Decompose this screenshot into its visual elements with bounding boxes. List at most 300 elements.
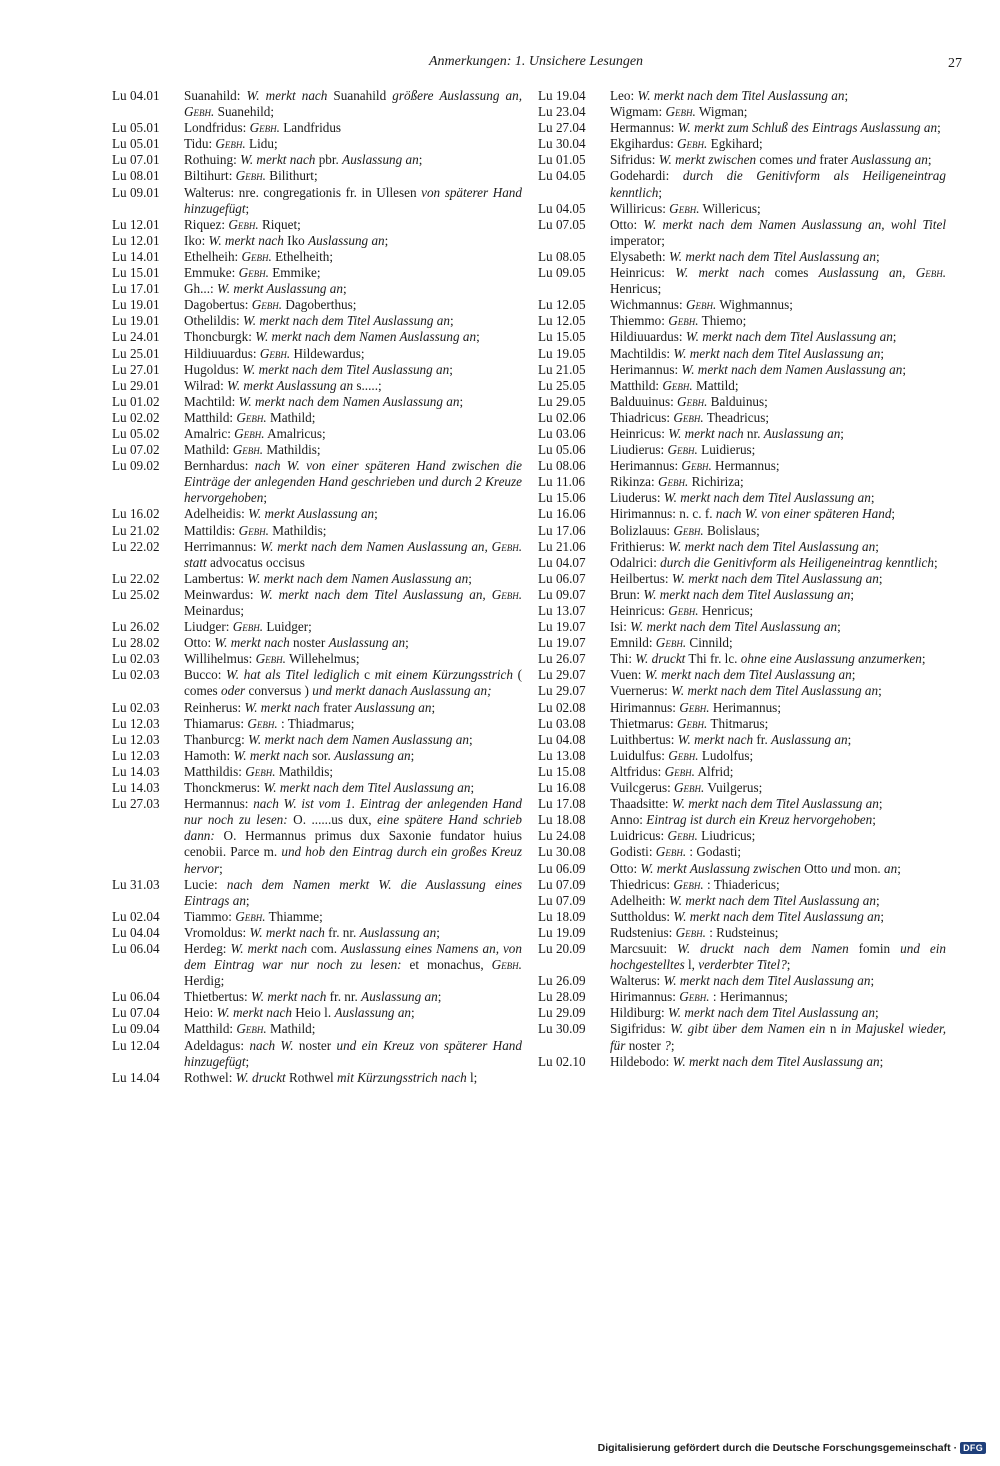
entry-date: Lu 29.07 bbox=[538, 667, 586, 683]
annotation-entry bbox=[538, 844, 946, 860]
annotation-entry bbox=[538, 201, 946, 217]
entry-note: Meinwardus: W. merkt nach dem Titel Auslassung an, Gebh. Meinardus; bbox=[184, 586, 523, 618]
annotation-entry bbox=[538, 474, 946, 490]
entry-note: Emmuke: Gebh. Emmike; bbox=[184, 265, 321, 281]
entry-note: Thaadsitte: W. merkt nach dem Titel Auslassung an; bbox=[610, 796, 883, 812]
annotation-entry bbox=[538, 619, 946, 635]
entry-date: Lu 28.02 bbox=[112, 635, 160, 651]
entry-date: Lu 30.09 bbox=[538, 1021, 586, 1037]
entry-note: Ekgihardus: Gebh. Egkihard; bbox=[610, 136, 763, 152]
annotation-entry bbox=[538, 152, 946, 168]
entry-note: Liudger: Gebh. Luidger; bbox=[184, 619, 312, 635]
annotation-entry bbox=[538, 168, 946, 200]
entry-note: Thietmarus: Gebh. Thitmarus; bbox=[610, 715, 769, 731]
entry-note: Herdeg: W. merkt nach com. Auslassung eines Namens an, von dem Eintrag war nur noch zu lesen: et monachus, Gebh. Herdig; bbox=[184, 940, 522, 989]
entry-date: Lu 04.04 bbox=[112, 924, 160, 940]
entry-date: Lu 23.04 bbox=[538, 104, 586, 120]
annotation-entry bbox=[538, 861, 946, 877]
annotation-entry bbox=[112, 458, 522, 506]
annotation-entry bbox=[538, 136, 946, 152]
entry-note: Otto: W. merkt nach dem Namen Auslassung an, wohl Titel imperator; bbox=[610, 216, 946, 248]
annotation-entry bbox=[538, 88, 946, 104]
annotation-entry bbox=[538, 555, 946, 571]
annotation-entry bbox=[112, 1005, 522, 1021]
entry-note: Amalric: Gebh. Amalricus; bbox=[184, 425, 326, 441]
entry-note: Rudstenius: Gebh. : Rudsteinus; bbox=[610, 924, 779, 940]
entry-date: Lu 05.01 bbox=[112, 136, 160, 152]
annotation-entry bbox=[112, 651, 522, 667]
entry-date: Lu 05.02 bbox=[112, 425, 160, 441]
annotation-entry bbox=[112, 941, 522, 989]
entry-date: Lu 08.05 bbox=[538, 248, 586, 264]
annotation-entry bbox=[538, 587, 946, 603]
entry-note: Isi: W. merkt nach dem Titel Auslassung an; bbox=[610, 619, 841, 635]
annotation-entry bbox=[112, 877, 522, 909]
entry-note: Suttholdus: W. merkt nach dem Titel Auslassung an; bbox=[610, 908, 885, 924]
entry-note: Balduuinus: Gebh. Balduinus; bbox=[610, 393, 768, 409]
entry-note: Emnild: Gebh. Cinnild; bbox=[610, 635, 733, 651]
entry-date: Lu 09.01 bbox=[112, 184, 160, 200]
entry-date: Lu 14.04 bbox=[112, 1069, 160, 1085]
entry-note: Hildiuuardus: Gebh. Hildewardus; bbox=[184, 345, 365, 361]
entry-note: Vuernerus: W. merkt nach dem Titel Auslassung an; bbox=[610, 683, 882, 699]
entry-date: Lu 13.08 bbox=[538, 747, 586, 763]
annotation-entry bbox=[112, 152, 522, 168]
annotation-entry bbox=[538, 683, 946, 699]
entry-date: Lu 02.03 bbox=[112, 667, 160, 683]
entry-note: Marcsuuit: W. druckt nach dem Namen fomin und ein hochgestelltes l, verderbter Titel?; bbox=[610, 940, 946, 973]
entry-date: Lu 05.01 bbox=[112, 120, 160, 136]
annotation-entry bbox=[538, 796, 946, 812]
entry-date: Lu 24.01 bbox=[112, 329, 160, 345]
entry-date: Lu 19.07 bbox=[538, 619, 586, 635]
entry-note: Thiemmo: Gebh. Thiemo; bbox=[610, 313, 747, 329]
page-number: 27 bbox=[948, 56, 962, 71]
annotation-entry bbox=[538, 716, 946, 732]
entry-date: Lu 12.03 bbox=[112, 747, 160, 763]
annotation-entry bbox=[538, 635, 946, 651]
annotation-entry bbox=[112, 442, 522, 458]
annotation-entry bbox=[538, 217, 946, 249]
entry-note: Gh...: W. merkt Auslassung an; bbox=[184, 281, 347, 297]
annotation-entry bbox=[112, 217, 522, 233]
annotation-entry bbox=[112, 635, 522, 651]
entry-note: Altfridus: Gebh. Alfrid; bbox=[610, 763, 734, 779]
entry-note: Liuderus: W. merkt nach dem Titel Auslassung an; bbox=[610, 490, 875, 506]
annotation-entry bbox=[538, 378, 946, 394]
entry-date: Lu 04.08 bbox=[538, 731, 586, 747]
annotation-entry bbox=[112, 88, 522, 120]
entry-note: Tiammo: Gebh. Thiamme; bbox=[184, 908, 323, 924]
entry-note: Luidulfus: Gebh. Ludolfus; bbox=[610, 747, 754, 763]
entry-note: Hildiburg: W. merkt nach dem Titel Auslassung an; bbox=[610, 1005, 879, 1021]
entry-date: Lu 27.04 bbox=[538, 120, 586, 136]
entry-note: Wilrad: W. merkt Auslassung an s.....; bbox=[184, 377, 382, 393]
entry-date: Lu 14.03 bbox=[112, 780, 160, 796]
entry-date: Lu 21.06 bbox=[538, 538, 586, 554]
entry-date: Lu 25.05 bbox=[538, 377, 586, 393]
entry-date: Lu 21.02 bbox=[112, 522, 160, 538]
entry-note: Reinherus: W. merkt nach frater Auslassung an; bbox=[184, 699, 436, 715]
annotation-entry bbox=[112, 313, 522, 329]
entry-date: Lu 04.05 bbox=[538, 168, 586, 184]
entry-date: Lu 07.04 bbox=[112, 1005, 160, 1021]
entry-date: Lu 04.01 bbox=[112, 88, 160, 103]
entry-date: Lu 27.01 bbox=[112, 361, 160, 377]
entry-note: Otto: W. merkt nach noster Auslassung an; bbox=[184, 635, 409, 651]
entry-note: Hamoth: W. merkt nach sor. Auslassung an; bbox=[184, 747, 415, 763]
annotation-entry bbox=[112, 716, 522, 732]
annotation-entry bbox=[112, 780, 522, 796]
entry-date: Lu 26.09 bbox=[538, 973, 586, 989]
entry-date: Lu 06.09 bbox=[538, 860, 586, 876]
annotation-entry bbox=[538, 925, 946, 941]
left-column bbox=[112, 88, 522, 1086]
entry-note: Othelildis: W. merkt nach dem Titel Auslassung an; bbox=[184, 313, 454, 329]
entry-date: Lu 26.07 bbox=[538, 651, 586, 667]
entry-note: Adeldagus: nach W. noster und ein Kreuz von späterer Hand hinzugefügt; bbox=[184, 1037, 522, 1069]
entry-date: Lu 22.02 bbox=[112, 570, 160, 586]
entry-date: Lu 14.01 bbox=[112, 248, 160, 264]
entry-date: Lu 02.10 bbox=[538, 1053, 586, 1069]
annotation-entry bbox=[538, 313, 946, 329]
entry-note: Adelheith: W. merkt nach dem Titel Auslassung an; bbox=[610, 892, 880, 908]
entry-note: Bucco: W. hat als Titel lediglich c mit einem Kürzungsstrich ( comes oder conversus ) und merkt danach Auslassung an; bbox=[184, 667, 522, 699]
entry-note: Leo: W. merkt nach dem Titel Auslassung an; bbox=[610, 88, 849, 103]
entry-note: Lambertus: W. merkt nach dem Namen Auslassung an; bbox=[184, 570, 472, 586]
annotation-entry bbox=[538, 506, 946, 522]
entry-note: Heinricus: Gebh. Henricus; bbox=[610, 603, 754, 618]
annotation-entry bbox=[112, 989, 522, 1005]
entry-note: Walterus: W. merkt nach dem Titel Auslassung an; bbox=[610, 973, 875, 989]
entry-note: Machtild: W. merkt nach dem Namen Auslassung an; bbox=[184, 393, 464, 409]
annotation-entry bbox=[112, 700, 522, 716]
annotation-entry bbox=[112, 1038, 522, 1070]
entry-note: Bolizlauus: Gebh. Bolislaus; bbox=[610, 522, 760, 538]
annotation-entry bbox=[112, 281, 522, 297]
entry-note: Thi: W. druckt Thi fr. lc. ohne eine Auslassung anzumerken; bbox=[610, 651, 926, 667]
annotation-entry bbox=[538, 812, 946, 828]
entry-date: Lu 09.05 bbox=[538, 265, 586, 281]
annotation-entry bbox=[112, 297, 522, 313]
entry-date: Lu 07.09 bbox=[538, 876, 586, 892]
page-footer: Digitalisierung gefördert durch die Deutsche Forschungsgemeinschaft · DFG bbox=[598, 1442, 986, 1454]
entry-note: Walterus: nre. congregationis fr. in Ullesen von späterer Hand hinzugefügt; bbox=[184, 184, 522, 216]
entry-date: Lu 12.05 bbox=[538, 297, 586, 313]
annotation-entry bbox=[112, 378, 522, 394]
entry-note: Hirimannus: Gebh. : Herimannus; bbox=[610, 989, 788, 1005]
entry-note: Tidu: Gebh. Lidu; bbox=[184, 136, 278, 152]
annotation-entry bbox=[112, 346, 522, 362]
annotation-entry bbox=[538, 442, 946, 458]
entry-date: Lu 25.01 bbox=[112, 345, 160, 361]
annotation-entry bbox=[538, 989, 946, 1005]
entry-note: Ethelheih: Gebh. Ethelheith; bbox=[184, 248, 333, 264]
entry-note: Elysabeth: W. merkt nach dem Titel Auslassung an; bbox=[610, 248, 880, 264]
annotation-entry bbox=[538, 346, 946, 362]
entry-date: Lu 04.07 bbox=[538, 554, 586, 570]
entry-date: Lu 06.04 bbox=[112, 940, 160, 956]
entry-note: Odalrici: durch die Genitivform als Heiligeneintrag kenntlich; bbox=[610, 554, 938, 570]
entry-date: Lu 03.08 bbox=[538, 715, 586, 731]
entry-date: Lu 12.05 bbox=[538, 313, 586, 329]
entry-date: Lu 27.03 bbox=[112, 796, 160, 812]
entry-date: Lu 07.02 bbox=[112, 442, 160, 458]
entry-note: Herimannus: W. merkt nach dem Namen Auslassung an; bbox=[610, 361, 906, 377]
annotation-entry bbox=[538, 265, 946, 297]
entry-date: Lu 07.09 bbox=[538, 892, 586, 908]
annotation-entry bbox=[538, 249, 946, 265]
entry-note: Hirimannus: n. c. f. nach W. von einer späteren Hand; bbox=[610, 506, 896, 522]
annotation-entry bbox=[538, 748, 946, 764]
digitization-credit: Digitalisierung gefördert durch die Deutsche Forschungsgemeinschaft bbox=[597, 1442, 951, 1454]
entry-date: Lu 19.09 bbox=[538, 924, 586, 940]
entry-date: Lu 25.02 bbox=[112, 586, 160, 602]
entry-date: Lu 29.07 bbox=[538, 683, 586, 699]
entry-date: Lu 21.05 bbox=[538, 361, 586, 377]
annotation-entry bbox=[538, 104, 946, 120]
annotation-entry bbox=[538, 700, 946, 716]
annotation-entry bbox=[538, 571, 946, 587]
annotation-entry bbox=[112, 539, 522, 571]
entry-date: Lu 13.07 bbox=[538, 603, 586, 618]
annotation-entry bbox=[538, 539, 946, 555]
annotation-entry bbox=[112, 571, 522, 587]
entry-note: Biltihurt: Gebh. Bilithurt; bbox=[184, 168, 318, 184]
right-column bbox=[538, 88, 946, 1070]
entry-date: Lu 19.04 bbox=[538, 88, 586, 103]
entry-date: Lu 19.07 bbox=[538, 635, 586, 651]
entry-note: Mattildis: Gebh. Mathildis; bbox=[184, 522, 327, 538]
entry-note: Mathild: Gebh. Mathildis; bbox=[184, 442, 321, 458]
entry-date: Lu 30.08 bbox=[538, 844, 586, 860]
entry-date: Lu 06.07 bbox=[538, 570, 586, 586]
annotation-entry bbox=[538, 877, 946, 893]
annotation-entry bbox=[112, 619, 522, 635]
entry-date: Lu 02.03 bbox=[112, 699, 160, 715]
entry-date: Lu 01.02 bbox=[112, 393, 160, 409]
entry-note: Vuen: W. merkt nach dem Titel Auslassung an; bbox=[610, 667, 856, 683]
entry-note: Hildebodo: W. merkt nach dem Titel Auslassung an; bbox=[610, 1053, 884, 1069]
entry-note: Hermannus: W. merkt zum Schluß des Eintrags Auslassung an; bbox=[610, 120, 941, 136]
entry-note: Williricus: Gebh. Willericus; bbox=[610, 200, 761, 216]
annotation-entry bbox=[538, 667, 946, 683]
entry-date: Lu 15.08 bbox=[538, 763, 586, 779]
annotation-entry bbox=[538, 828, 946, 844]
entry-date: Lu 02.08 bbox=[538, 699, 586, 715]
page-header bbox=[110, 54, 962, 76]
entry-date: Lu 07.01 bbox=[112, 152, 160, 168]
entry-date: Lu 05.06 bbox=[538, 442, 586, 458]
entry-note: Heinricus: W. merkt nach nr. Auslassung an; bbox=[610, 425, 844, 441]
annotation-entry bbox=[538, 780, 946, 796]
annotation-entry bbox=[538, 394, 946, 410]
dfg-logo: DFG bbox=[960, 1442, 986, 1454]
entry-note: Matthild: Gebh. Mathild; bbox=[184, 1021, 316, 1037]
annotation-entry bbox=[538, 651, 946, 667]
entry-note: Matthild: Gebh. Mattild; bbox=[610, 377, 739, 393]
entry-date: Lu 19.01 bbox=[112, 313, 160, 329]
entry-note: Thiadricus: Gebh. Theadricus; bbox=[610, 409, 769, 425]
entry-date: Lu 01.05 bbox=[538, 152, 586, 168]
entry-note: Machtildis: W. merkt nach dem Titel Auslassung an; bbox=[610, 345, 885, 361]
entry-date: Lu 14.03 bbox=[112, 763, 160, 779]
annotation-entry bbox=[112, 394, 522, 410]
entry-note: Matthild: Gebh. Mathild; bbox=[184, 409, 316, 425]
annotation-entry bbox=[538, 1021, 946, 1053]
annotation-entry bbox=[112, 748, 522, 764]
entry-date: Lu 07.05 bbox=[538, 216, 586, 232]
entry-note: Matthildis: Gebh. Mathildis; bbox=[184, 763, 334, 779]
entry-note: Heinricus: W. merkt nach comes Auslassung an, Gebh. Henricus; bbox=[610, 265, 947, 297]
entry-note: Otto: W. merkt Auslassung zwischen Otto und mon. an; bbox=[610, 860, 901, 876]
entry-note: Thietbertus: W. merkt nach fr. nr. Auslassung an; bbox=[184, 989, 442, 1005]
entry-note: Thiamarus: Gebh. : Thiadmarus; bbox=[184, 715, 355, 731]
entry-note: Rikinza: Gebh. Richiriza; bbox=[610, 474, 744, 490]
annotation-entry bbox=[112, 909, 522, 925]
entry-date: Lu 08.06 bbox=[538, 458, 586, 474]
entry-note: Luithbertus: W. merkt nach fr. Auslassung an; bbox=[610, 731, 852, 747]
annotation-entry bbox=[112, 925, 522, 941]
entry-date: Lu 17.01 bbox=[112, 281, 160, 297]
annotation-entry bbox=[112, 410, 522, 426]
entry-date: Lu 17.06 bbox=[538, 522, 586, 538]
annotation-entry bbox=[538, 764, 946, 780]
entry-note: Iko: W. merkt nach Iko Auslassung an; bbox=[184, 232, 389, 248]
annotation-entry bbox=[538, 603, 946, 619]
entry-note: Wichmannus: Gebh. Wighmannus; bbox=[610, 297, 793, 313]
annotation-entry bbox=[538, 909, 946, 925]
entry-date: Lu 11.06 bbox=[538, 474, 586, 490]
entry-date: Lu 09.07 bbox=[538, 586, 586, 602]
entry-date: Lu 20.09 bbox=[538, 940, 586, 956]
running-title: Anmerkungen: 1. Unsichere Lesungen bbox=[428, 54, 644, 69]
entry-note: Suanahild: W. merkt nach Suanahild größere Auslassung an, Gebh. Suanehild; bbox=[184, 88, 522, 120]
entry-note: Sigifridus: W. gibt über dem Namen ein n in Majuskel wieder, für noster ?; bbox=[610, 1021, 947, 1053]
entry-note: Liudierus: Gebh. Luidierus; bbox=[610, 442, 756, 458]
entry-note: Rothwel: W. druckt Rothwel mit Kürzungsstrich nach l; bbox=[184, 1069, 478, 1085]
annotation-entry bbox=[112, 1070, 522, 1086]
entry-note: Godehardi: durch die Genitivform als Heiligeneintrag kenntlich; bbox=[610, 168, 946, 200]
entry-note: Sifridus: W. merkt zwischen comes und frater Auslassung an; bbox=[610, 152, 932, 168]
entry-note: Frithierus: W. merkt nach dem Titel Auslassung an; bbox=[610, 538, 879, 554]
entry-note: Lucie: nach dem Namen merkt W. die Auslassung eines Eintrags an; bbox=[184, 876, 522, 908]
entry-date: Lu 29.05 bbox=[538, 393, 586, 409]
entry-note: Rothuing: W. merkt nach pbr. Auslassung an; bbox=[184, 152, 423, 168]
entry-date: Lu 29.09 bbox=[538, 1005, 586, 1021]
annotation-entry bbox=[112, 265, 522, 281]
annotation-entry bbox=[538, 893, 946, 909]
annotation-entry bbox=[112, 233, 522, 249]
annotation-entry bbox=[112, 506, 522, 522]
annotation-entry bbox=[538, 490, 946, 506]
annotation-entry bbox=[538, 458, 946, 474]
annotation-entry bbox=[112, 587, 522, 619]
entry-date: Lu 18.08 bbox=[538, 812, 586, 828]
annotation-entry bbox=[538, 941, 946, 973]
entry-date: Lu 16.02 bbox=[112, 506, 160, 522]
entry-date: Lu 16.08 bbox=[538, 780, 586, 796]
entry-note: Anno: Eintrag ist durch ein Kreuz hervorgehoben; bbox=[610, 812, 876, 828]
entry-note: Bernhardus: nach W. von einer späteren Hand zwischen die Einträge der anlegenden Hand geschrieben und durch 2 Kreuze hervorgehoben; bbox=[184, 458, 522, 506]
entry-date: Lu 30.04 bbox=[538, 136, 586, 152]
entry-note: Dagobertus: Gebh. Dagoberthus; bbox=[184, 297, 357, 313]
entry-date: Lu 12.04 bbox=[112, 1037, 160, 1053]
entry-note: Thoncburgk: W. merkt nach dem Namen Auslassung an; bbox=[184, 329, 480, 345]
annotation-entry bbox=[112, 796, 522, 876]
entry-note: Riquez: Gebh. Riquet; bbox=[184, 216, 301, 232]
entry-note: Wigmam: Gebh. Wigman; bbox=[610, 104, 748, 120]
annotation-entry bbox=[538, 973, 946, 989]
annotation-entry bbox=[538, 426, 946, 442]
annotation-entry bbox=[112, 1021, 522, 1037]
entry-date: Lu 22.02 bbox=[112, 538, 160, 554]
entry-date: Lu 31.03 bbox=[112, 876, 160, 892]
entry-note: Vromoldus: W. merkt nach fr. nr. Auslassung an; bbox=[184, 924, 440, 940]
entry-date: Lu 04.05 bbox=[538, 200, 586, 216]
entry-note: Hugoldus: W. merkt nach dem Titel Auslassung an; bbox=[184, 361, 453, 377]
annotation-entry bbox=[112, 136, 522, 152]
entry-date: Lu 12.01 bbox=[112, 232, 160, 248]
annotation-entry bbox=[538, 1054, 946, 1070]
entry-date: Lu 06.04 bbox=[112, 989, 160, 1005]
annotation-entry bbox=[112, 523, 522, 539]
annotation-entry bbox=[538, 732, 946, 748]
entry-date: Lu 12.03 bbox=[112, 715, 160, 731]
entry-note: Hirimannus: Gebh. Herimannus; bbox=[610, 699, 781, 715]
entry-date: Lu 17.08 bbox=[538, 796, 586, 812]
entry-note: Godisti: Gebh. : Godasti; bbox=[610, 844, 742, 860]
entry-note: Thanburcg: W. merkt nach dem Namen Auslassung an; bbox=[184, 731, 473, 747]
entry-note: Adelheidis: W. merkt Auslassung an; bbox=[184, 506, 378, 522]
entry-date: Lu 15.01 bbox=[112, 265, 160, 281]
annotation-entry bbox=[112, 168, 522, 184]
annotation-entry bbox=[112, 426, 522, 442]
entry-date: Lu 09.02 bbox=[112, 458, 160, 474]
entry-date: Lu 08.01 bbox=[112, 168, 160, 184]
entry-note: Herimannus: Gebh. Hermannus; bbox=[610, 458, 780, 474]
entry-note: Hildiuuardus: W. merkt nach dem Titel Auslassung an; bbox=[610, 329, 897, 345]
entry-date: Lu 18.09 bbox=[538, 908, 586, 924]
annotation-entry bbox=[538, 410, 946, 426]
entry-note: Londfridus: Gebh. Landfridus bbox=[184, 120, 342, 136]
annotation-entry bbox=[538, 1005, 946, 1021]
annotation-entry bbox=[112, 120, 522, 136]
entry-date: Lu 15.05 bbox=[538, 329, 586, 345]
entry-date: Lu 03.06 bbox=[538, 425, 586, 441]
entry-date: Lu 12.03 bbox=[112, 731, 160, 747]
annotation-entry bbox=[538, 297, 946, 313]
annotation-entry bbox=[538, 523, 946, 539]
annotation-entry bbox=[538, 362, 946, 378]
entry-note: Willihelmus: Gebh. Willehelmus; bbox=[184, 651, 360, 667]
annotation-entry bbox=[112, 732, 522, 748]
entry-note: Luidricus: Gebh. Liudricus; bbox=[610, 828, 756, 844]
entry-date: Lu 02.06 bbox=[538, 409, 586, 425]
entry-date: Lu 24.08 bbox=[538, 828, 586, 844]
entry-date: Lu 02.04 bbox=[112, 908, 160, 924]
annotation-entry bbox=[112, 249, 522, 265]
annotation-entry bbox=[112, 329, 522, 345]
entry-date: Lu 19.01 bbox=[112, 297, 160, 313]
annotation-entry bbox=[112, 185, 522, 217]
entry-note: Thiedricus: Gebh. : Thiadericus; bbox=[610, 876, 780, 892]
entry-note: Heilbertus: W. merkt nach dem Titel Auslassung an; bbox=[610, 570, 883, 586]
entry-note: Herrimannus: W. merkt nach dem Namen Auslassung an, Gebh. statt advocatus occisus bbox=[184, 538, 522, 570]
entry-date: Lu 09.04 bbox=[112, 1021, 160, 1037]
entry-note: Thonckmerus: W. merkt nach dem Titel Auslassung an; bbox=[184, 780, 475, 796]
entry-date: Lu 28.09 bbox=[538, 989, 586, 1005]
